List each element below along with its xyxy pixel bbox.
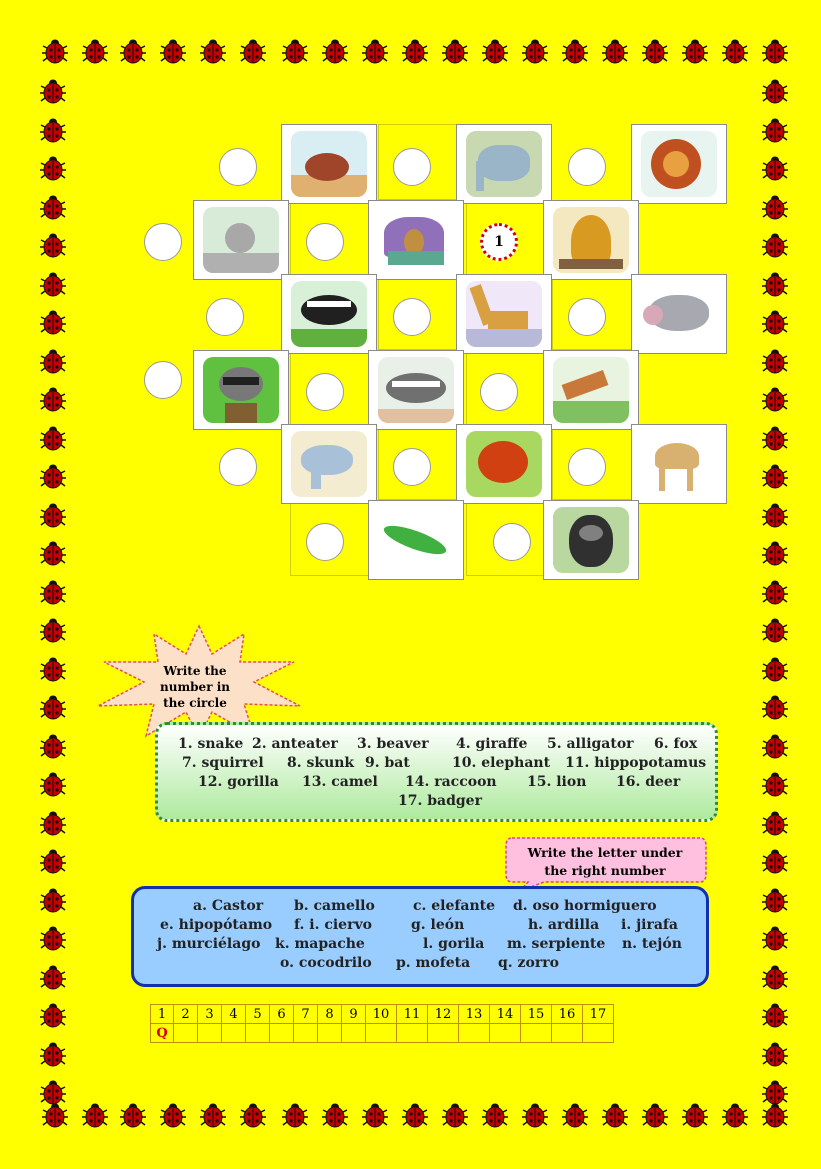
answer-table-answer-cell[interactable] xyxy=(174,1024,198,1043)
answer-circle[interactable] xyxy=(144,361,182,399)
vocab-item: e. hipopótamo xyxy=(160,917,273,933)
vocab-item: 7. squirrel xyxy=(182,755,264,771)
answer-table-number-cell: 9 xyxy=(342,1005,366,1024)
answer-circle[interactable] xyxy=(206,298,244,336)
ladybug-icon xyxy=(562,1102,588,1128)
bubble-line: Write the letter under xyxy=(527,845,683,860)
ladybug-icon xyxy=(482,1102,508,1128)
ladybug-icon xyxy=(120,38,146,64)
vocab-item: 8. skunk xyxy=(287,755,355,771)
ladybug-icon xyxy=(40,194,66,220)
answer-table-number-cell: 11 xyxy=(397,1005,428,1024)
ladybug-icon xyxy=(762,694,788,720)
ladybug-icon xyxy=(42,38,68,64)
answer-table-number-cell: 2 xyxy=(174,1005,198,1024)
ladybug-icon xyxy=(762,348,788,374)
vocab-item: 16. deer xyxy=(616,774,681,790)
answer-table-answer-cell[interactable] xyxy=(490,1024,521,1043)
ladybug-icon xyxy=(40,1002,66,1028)
ladybug-icon xyxy=(200,1102,226,1128)
vocab-item: k. mapache xyxy=(275,936,365,952)
vocab-item: 11. hippopotamus xyxy=(565,755,707,771)
starburst-line: the circle xyxy=(163,696,227,710)
answer-circle[interactable] xyxy=(219,448,257,486)
ladybug-icon xyxy=(762,964,788,990)
ladybug-icon xyxy=(762,540,788,566)
ladybug-icon xyxy=(40,463,66,489)
answer-circle[interactable] xyxy=(393,298,431,336)
ladybug-icon xyxy=(40,694,66,720)
ladybug-icon xyxy=(762,463,788,489)
ladybug-icon xyxy=(40,540,66,566)
example-number: 1 xyxy=(494,234,504,250)
answer-table-answer-cell[interactable] xyxy=(222,1024,246,1043)
ladybug-icon xyxy=(362,38,388,64)
ladybug-icon xyxy=(40,925,66,951)
ladybug-icon xyxy=(40,502,66,528)
ladybug-icon xyxy=(82,1102,108,1128)
ladybug-icon xyxy=(402,38,428,64)
ladybug-icon xyxy=(762,155,788,181)
answer-table-answer-cell[interactable] xyxy=(246,1024,270,1043)
ladybug-icon xyxy=(40,425,66,451)
ladybug-icon xyxy=(442,1102,468,1128)
ladybug-icon xyxy=(762,78,788,104)
ladybug-icon xyxy=(40,771,66,797)
answer-table-number-cell: 14 xyxy=(490,1005,521,1024)
ladybug-icon xyxy=(482,38,508,64)
ladybug-icon xyxy=(762,810,788,836)
answer-circle[interactable] xyxy=(144,223,182,261)
bat-picture-tile xyxy=(368,200,464,280)
alligator-picture-tile xyxy=(368,500,464,580)
elephant-picture-tile xyxy=(456,124,552,204)
ladybug-icon xyxy=(200,38,226,64)
vocab-item: 17. badger xyxy=(398,793,482,809)
ladybug-icon xyxy=(682,38,708,64)
vocab-item: o. cocodrilo xyxy=(280,955,372,971)
answer-circle[interactable] xyxy=(568,298,606,336)
gorilla-picture-tile xyxy=(543,500,639,580)
ladybug-icon xyxy=(120,1102,146,1128)
ladybug-icon xyxy=(642,1102,668,1128)
ladybug-icon xyxy=(762,733,788,759)
answer-table-answer-cell[interactable] xyxy=(198,1024,222,1043)
badger-picture-tile xyxy=(368,350,464,430)
ladybug-icon xyxy=(762,656,788,682)
answer-circle[interactable] xyxy=(568,148,606,186)
vocab-item: 13. camel xyxy=(302,774,378,790)
bubble-text xyxy=(506,844,704,880)
answer-table-answer-cell[interactable] xyxy=(583,1024,614,1043)
answer-circle[interactable] xyxy=(219,148,257,186)
squirrel-picture-tile xyxy=(193,200,289,280)
hippopotamus-picture-tile xyxy=(631,274,727,354)
ladybug-icon xyxy=(42,1102,68,1128)
answer-circle[interactable] xyxy=(306,523,344,561)
answer-table-number-cell: 3 xyxy=(198,1005,222,1024)
ladybug-icon xyxy=(40,232,66,258)
answer-table-number-cell: 15 xyxy=(521,1005,552,1024)
ladybug-icon xyxy=(282,1102,308,1128)
answer-table-number-cell: 4 xyxy=(222,1005,246,1024)
vocab-item: 12. gorilla xyxy=(198,774,279,790)
answer-circle[interactable] xyxy=(493,523,531,561)
giraffe-picture-tile xyxy=(456,274,552,354)
answer-table-answer-cell[interactable] xyxy=(366,1024,397,1043)
answer-table-number-cell: 12 xyxy=(428,1005,459,1024)
camel-picture-tile xyxy=(631,424,727,504)
bubble-line: the right number xyxy=(544,863,666,878)
vocab-item: d. oso hormiguero xyxy=(513,898,657,914)
ladybug-icon xyxy=(322,1102,348,1128)
ladybug-icon xyxy=(602,38,628,64)
vocab-item: 4. giraffe xyxy=(456,736,528,752)
snake-picture-tile xyxy=(543,200,639,280)
ladybug-icon xyxy=(40,848,66,874)
ladybug-icon xyxy=(402,1102,428,1128)
answer-circle[interactable] xyxy=(480,373,518,411)
ladybug-icon xyxy=(40,617,66,643)
vocab-item: 6. fox xyxy=(654,736,698,752)
ladybug-icon xyxy=(722,1102,748,1128)
ladybug-icon xyxy=(762,617,788,643)
starburst-text xyxy=(150,663,240,711)
example-circle xyxy=(480,223,518,261)
answer-table-answer-cell[interactable] xyxy=(342,1024,366,1043)
vocab-item: q. zorro xyxy=(498,955,559,971)
answer-table-answer-cell[interactable] xyxy=(459,1024,490,1043)
ladybug-icon xyxy=(322,38,348,64)
fox-picture-tile xyxy=(456,424,552,504)
skunk-picture-tile xyxy=(281,274,377,354)
vocab-item: f. i. ciervo xyxy=(294,917,372,933)
answer-circle[interactable] xyxy=(393,448,431,486)
ladybug-icon xyxy=(40,579,66,605)
answer-table-number-cell: 8 xyxy=(318,1005,342,1024)
deer-picture-tile xyxy=(543,350,639,430)
answer-table-answer-cell: Q xyxy=(151,1024,174,1043)
answer-table-answer-cell[interactable] xyxy=(270,1024,294,1043)
anteater-picture-tile xyxy=(281,424,377,504)
ladybug-icon xyxy=(40,271,66,297)
ladybug-icon xyxy=(40,733,66,759)
ladybug-icon xyxy=(40,348,66,374)
ladybug-icon xyxy=(160,1102,186,1128)
ladybug-icon xyxy=(762,425,788,451)
answer-table-answer-cell[interactable] xyxy=(521,1024,552,1043)
vocab-item: 15. lion xyxy=(527,774,587,790)
answer-table-answer-row xyxy=(151,1024,614,1043)
vocab-item: 10. elephant xyxy=(452,755,551,771)
raccoon-picture-tile xyxy=(193,350,289,430)
vocab-item: i. jirafa xyxy=(621,917,678,933)
vocab-item: j. murciélago xyxy=(157,936,261,952)
ladybug-icon xyxy=(240,1102,266,1128)
vocab-item: 2. anteater xyxy=(252,736,338,752)
ladybug-icon xyxy=(722,38,748,64)
answer-table-number-cell: 7 xyxy=(294,1005,318,1024)
answer-table-answer-cell[interactable] xyxy=(552,1024,583,1043)
answer-circle[interactable] xyxy=(393,148,431,186)
ladybug-icon xyxy=(762,848,788,874)
vocab-item: g. león xyxy=(411,917,465,933)
ladybug-icon xyxy=(522,38,548,64)
answer-table-number-cell: 5 xyxy=(246,1005,270,1024)
vocab-item: n. tejón xyxy=(622,936,682,952)
ladybug-icon xyxy=(40,386,66,412)
starburst-line: number in xyxy=(160,680,230,694)
ladybug-icon xyxy=(762,887,788,913)
ladybug-icon xyxy=(362,1102,388,1128)
vocab-item: l. gorila xyxy=(423,936,485,952)
answer-table-number-cell: 16 xyxy=(552,1005,583,1024)
ladybug-icon xyxy=(762,579,788,605)
ladybug-icon xyxy=(762,1079,788,1105)
ladybug-icon xyxy=(762,771,788,797)
ladybug-icon xyxy=(762,309,788,335)
vocab-item: 3. beaver xyxy=(357,736,429,752)
answer-table-number-cell: 1 xyxy=(151,1005,174,1024)
ladybug-icon xyxy=(762,925,788,951)
ladybug-icon xyxy=(762,1102,788,1128)
answer-table-number-cell: 6 xyxy=(270,1005,294,1024)
vocab-item: b. camello xyxy=(294,898,375,914)
answer-circle[interactable] xyxy=(306,223,344,261)
ladybug-icon xyxy=(40,1079,66,1105)
ladybug-icon xyxy=(602,1102,628,1128)
vocab-item: h. ardilla xyxy=(528,917,600,933)
answer-table-answer-cell[interactable] xyxy=(294,1024,318,1043)
ladybug-icon xyxy=(762,271,788,297)
beaver-picture-tile xyxy=(281,124,377,204)
ladybug-icon xyxy=(40,309,66,335)
ladybug-icon xyxy=(40,78,66,104)
answer-circle[interactable] xyxy=(568,448,606,486)
ladybug-icon xyxy=(40,1041,66,1067)
answer-table-answer-cell[interactable] xyxy=(428,1024,459,1043)
ladybug-icon xyxy=(160,38,186,64)
vocab-item: 9. bat xyxy=(365,755,410,771)
ladybug-icon xyxy=(562,38,588,64)
ladybug-icon xyxy=(40,810,66,836)
vocab-item: a. Castor xyxy=(193,898,264,914)
ladybug-icon xyxy=(762,502,788,528)
ladybug-icon xyxy=(40,117,66,143)
lion-picture-tile xyxy=(631,124,727,204)
ladybug-icon xyxy=(522,1102,548,1128)
answer-table-answer-cell[interactable] xyxy=(397,1024,428,1043)
vocab-item: m. serpiente xyxy=(507,936,606,952)
vocab-item: 5. alligator xyxy=(547,736,634,752)
ladybug-icon xyxy=(762,38,788,64)
ladybug-icon xyxy=(40,155,66,181)
answer-table-number-cell: 10 xyxy=(366,1005,397,1024)
ladybug-icon xyxy=(642,38,668,64)
ladybug-icon xyxy=(762,1002,788,1028)
ladybug-icon xyxy=(762,232,788,258)
ladybug-icon xyxy=(282,38,308,64)
answer-table-answer-cell[interactable] xyxy=(318,1024,342,1043)
ladybug-icon xyxy=(762,1041,788,1067)
ladybug-icon xyxy=(762,194,788,220)
vocab-item: p. mofeta xyxy=(396,955,471,971)
vocab-item: 1. snake xyxy=(178,736,244,752)
answer-circle[interactable] xyxy=(306,373,344,411)
answer-table xyxy=(150,1004,614,1043)
ladybug-icon xyxy=(40,964,66,990)
answer-table-number-row xyxy=(151,1005,614,1024)
ladybug-icon xyxy=(442,38,468,64)
ladybug-icon xyxy=(682,1102,708,1128)
vocab-item: 14. raccoon xyxy=(405,774,497,790)
ladybug-icon xyxy=(240,38,266,64)
answer-table-number-cell: 17 xyxy=(583,1005,614,1024)
ladybug-icon xyxy=(82,38,108,64)
ladybug-icon xyxy=(762,386,788,412)
ladybug-icon xyxy=(762,117,788,143)
answer-table-number-cell: 13 xyxy=(459,1005,490,1024)
ladybug-icon xyxy=(40,656,66,682)
ladybug-icon xyxy=(40,887,66,913)
vocab-item: c. elefante xyxy=(413,898,496,914)
starburst-line: Write the xyxy=(163,664,227,678)
